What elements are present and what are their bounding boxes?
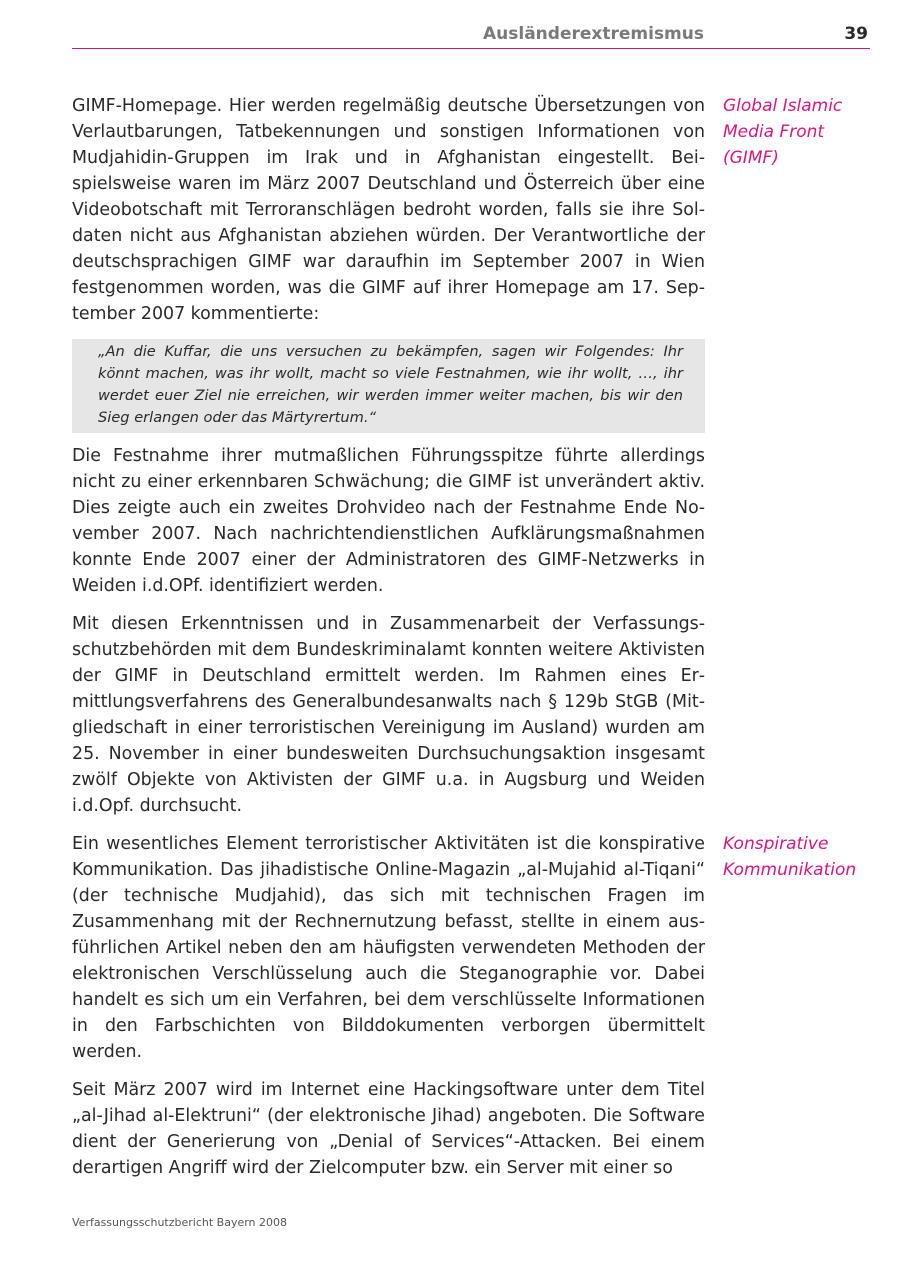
margin-note-line: Kommunikation xyxy=(723,860,857,880)
margin-note-line: Global Islamic xyxy=(723,96,843,116)
paragraph-1: GIMF-Homepage. Hier werden regelmäßig deutsche Übersetzungen von Verlautbarungen, Tatbekennungen und sonstigen Informationen von Mudjahidin-Gruppen im Irak und in Afghanistan eingestellt. Beispielsweise waren im März 2007 Deutschland und Österreich über eine Videobotschaft mit Terroranschlägen bedroht worden, falls sie ihre Soldaten nicht aus Afghanistan abziehen würden. Der Verantwortliche der deutschsprachigen GIMF war daraufhin im September 2007 in Wien festgenommen worden, was die GIMF auf ihrer Homepage am 17. September 2007 kommentierte: xyxy=(72,96,705,324)
page-number: 39 xyxy=(844,24,868,44)
paragraph-3: Mit diesen Erkenntnissen und in Zusammenarbeit der Verfassungsschutzbehörden mit dem Bundeskriminalamt konnten weitere Aktivisten der GIMF in Deutschland ermittelt werden. Im Rahmen eines Ermittlungsverfahrens des Generalbundesanwalts nach § 129b StGB (Mitgliedschaft in einer terroristischen Vereinigung im Ausland) wurden am 25. November in einer bundesweiten Durchsuchungsaktion insgesamt zwölf Objekte von Aktivisten der GIMF u.a. in Augsburg und Weiden i.d.Opf. durchsucht. xyxy=(72,614,705,816)
quote-block: „An die Kuffar, die uns versuchen zu bekämpfen, sagen wir Folgendes: Ihr könnt machen, was ihr wollt, macht so viele Festnahmen, wie ihr wollt, …, ihr werdet euer Ziel nie erreichen, wir werden immer weiter machen, bis wir den Sieg erlangen oder das Märtyrertum.“ xyxy=(72,339,705,433)
margin-note-line: (GIMF) xyxy=(723,148,779,168)
paragraph-2: Die Festnahme ihrer mutmaßlichen Führungsspitze führte allerdings nicht zu einer erkennbaren Schwächung; die GIMF ist unverändert aktiv. Dies zeigte auch ein zweites Drohvideo nach der Festnahme Ende November 2007. Nach nachrichtendienstlichen Aufklärungsmaßnahmen konnte Ende 2007 einer der Administratoren des GIMF-Netzwerks in Weiden i.d.OPf. identifiziert werden. xyxy=(72,446,705,596)
margin-note-gimf xyxy=(723,93,883,171)
margin-note-kommunikation xyxy=(723,831,883,883)
main-text xyxy=(72,93,705,1193)
margin-note-line: Media Front xyxy=(723,122,825,142)
header-rule xyxy=(72,48,870,49)
paragraph-5: Seit März 2007 wird im Internet eine Hackingsoftware unter dem Titel „al-Jihad al-Elektruni“ (der elektronische Jihad) angeboten. Die Software dient der Generierung von „Denial of Services“-Attacken. Bei einem derartigen Angriff wird der Zielcomputer bzw. ein Server mit einer so xyxy=(72,1080,705,1178)
footer: Verfassungsschutzbericht Bayern 2008 xyxy=(72,1216,288,1229)
paragraph-4: Ein wesentliches Element terroristischer Aktivitäten ist die konspirative Kommunikation. Das jihadistische Online-Magazin „al-Mujahid al-Tiqani“ (der technische Mudjahid), das sich mit technischen Fragen im Zusammenhang mit der Rechnernutzung befasst, stellte in einem ausführlichen Artikel neben den am häufigsten verwendeten Methoden der elektronischen Verschlüsselung auch die Steganographie vor. Dabei handelt es sich um ein Verfahren, bei dem verschlüsselte Informationen in den Farbschichten von Bilddokumenten verborgen übermittelt werden. xyxy=(72,834,705,1062)
margin-note-line: Konspirative xyxy=(723,834,829,854)
section-title: Ausländerextremismus xyxy=(483,24,704,44)
